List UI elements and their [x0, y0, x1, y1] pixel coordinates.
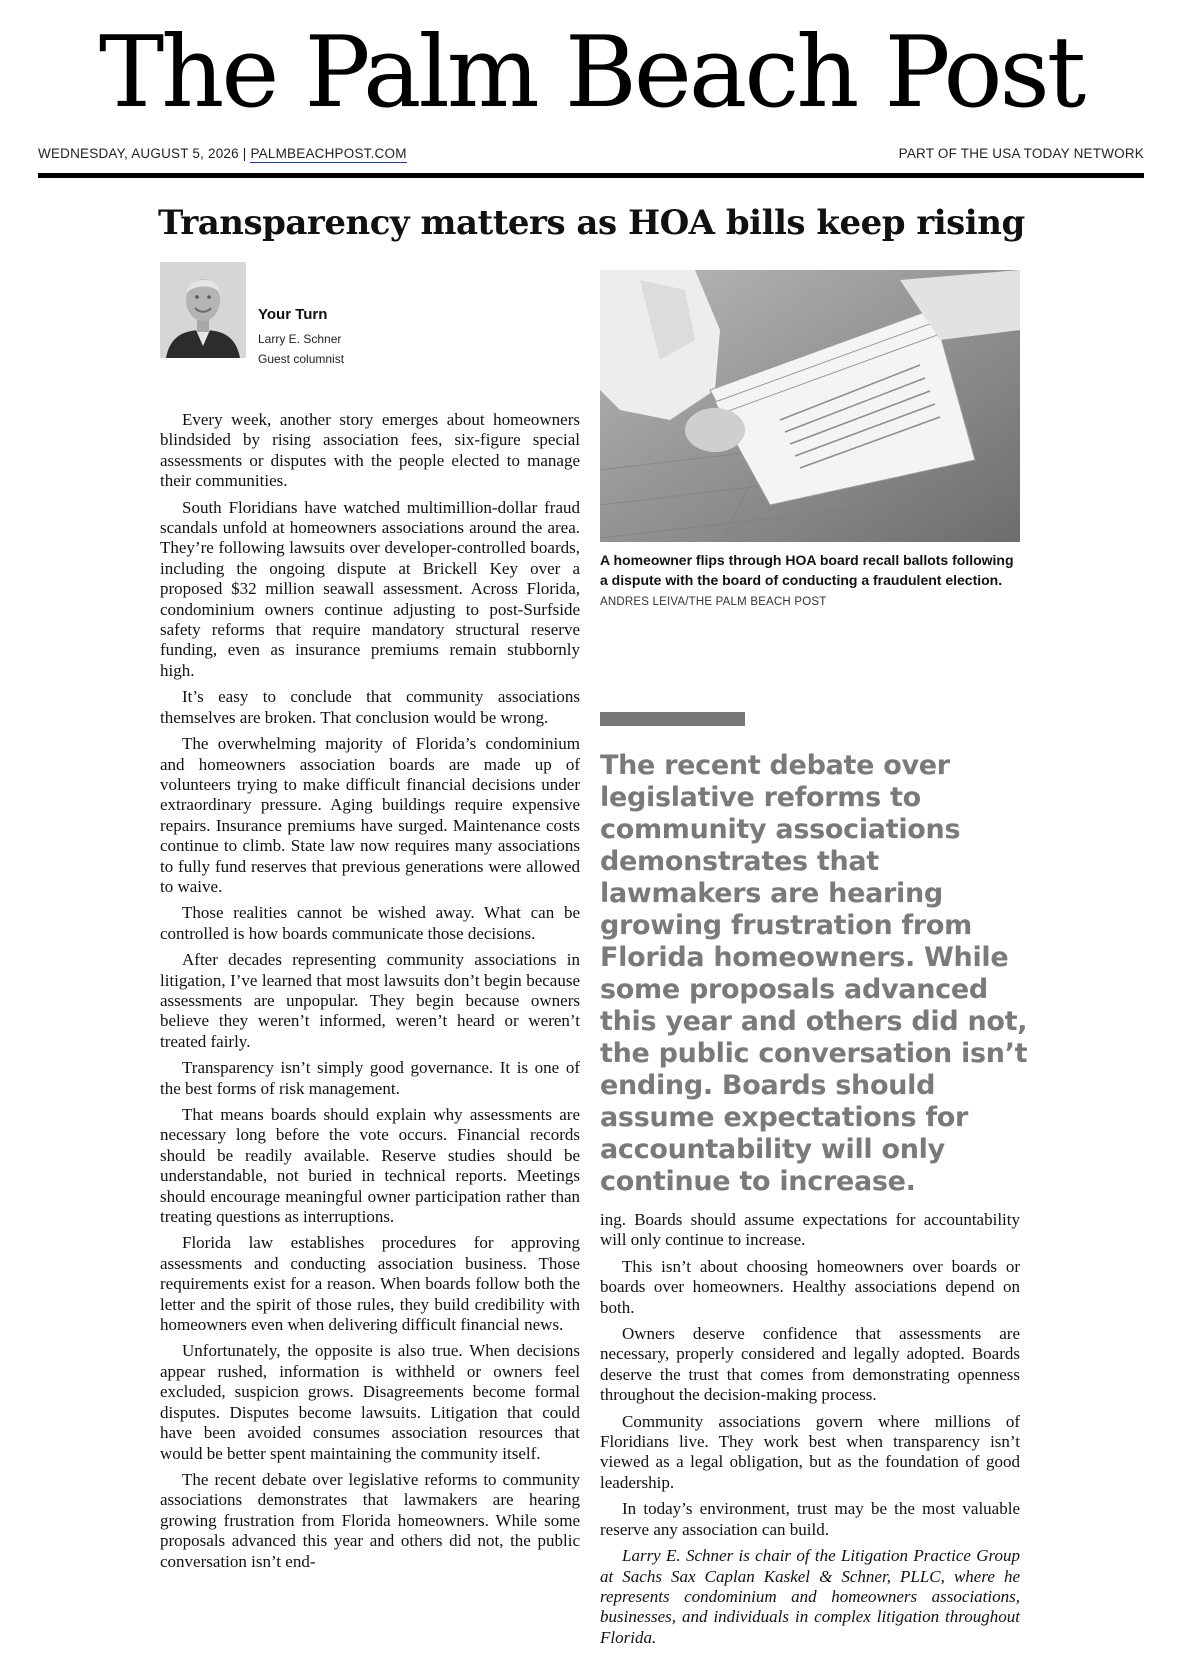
dateline-separator: |: [242, 146, 247, 161]
body-paragraph: South Floridians have watched multimillion-dollar fraud scandals unfold at homeowners associations around the area. They’re following lawsuits over developer-controlled boards, including the ongoing dispute at Brickell Key over a proposed $32 million seawall assessment. Across Florida, condominium owners continue adjusting to post-Surfside safety reforms that require mandatory structural reserve funding, even as insurance premiums remain stubbornly high.: [160, 497, 580, 680]
body-paragraph: Every week, another story emerges about homeowners blindsided by rising association fees, six-figure special assessments or disputes with the people elected to manage their communities.: [160, 410, 580, 491]
body-paragraph: Unfortunately, the opposite is also true. When decisions appear rushed, information is withheld or owners feel excluded, suspicion grows. Disagreements become formal disputes. Disputes become lawsuits. Litigation that could have been avoided consumes association resources that would be better spent maintaining the community itself.: [160, 1341, 580, 1463]
pull-quote: The recent debate over legislative reforms to community associations demonstrates that lawmakers are hearing growing frustration from Florida homeowners. While some proposals advanced this year and others did not, the public conversation isn’t ending. Boards should assume expectations for accountability will only continue to increase.: [600, 750, 1028, 1197]
author-name: Larry E. Schner: [258, 332, 342, 346]
body-paragraph: In today’s environment, trust may be the most valuable reserve any association can build.: [600, 1499, 1020, 1539]
body-paragraph: Owners deserve confidence that assessments are necessary, properly considered and legally adopted. Boards deserve the trust that comes from demonstrating openness throughout the decision-making process.: [600, 1324, 1020, 1405]
body-paragraph: The recent debate over legislative reforms to community associations demonstrates that lawmakers are hearing growing frustration from Florida homeowners. While some proposals advanced this year and others did not, the public conversation isn’t end-: [160, 1469, 580, 1571]
article-headline: Transparency matters as HOA bills keep rising: [158, 203, 1025, 243]
photo-caption: [600, 550, 1025, 612]
body-paragraph: That means boards should explain why assessments are necessary long before the vote occurs. Financial records should be readily available. Reserve studies should be understandable, not buried in technical reports. Meetings should encourage meaningful owner participation rather than treating questions as interruptions.: [160, 1105, 580, 1227]
body-paragraph: Florida law establishes procedures for approving assessments and conducting association business. Those requirements exist for a reason. When boards follow both the letter and the spirit of those rules, they build credibility with homeowners even when delivering difficult financial news.: [160, 1233, 580, 1335]
article-photo: [600, 270, 1020, 542]
body-paragraph: After decades representing community associations in litigation, I’ve learned that most lawsuits don’t begin because assessments are unpopular. They begin because owners believe they weren’t informed, weren’t heard or weren’t treated fairly.: [160, 950, 580, 1051]
body-paragraph: ing. Boards should assume expectations for accountability will only continue to increase.: [600, 1210, 1020, 1250]
article-column-left: [160, 410, 580, 1578]
network-label: PART OF THE USA TODAY NETWORK: [898, 146, 1144, 161]
author-role: Guest columnist: [258, 352, 345, 366]
byline: [258, 306, 344, 369]
column-tag: Your Turn: [258, 306, 328, 323]
masthead-rule: [38, 173, 1144, 178]
body-paragraph: Transparency isn’t simply good governance. It is one of the best forms of risk management.: [160, 1058, 580, 1098]
dateline: [38, 146, 407, 161]
body-paragraph: It’s easy to conclude that community associations themselves are broken. That conclusion would be wrong.: [160, 687, 580, 727]
body-paragraph: Those realities cannot be wished away. What can be controlled is how boards communicate those decisions.: [160, 903, 580, 943]
author-bio: Larry E. Schner is chair of the Litigation Practice Group at Sachs Sax Caplan Kaskel & Schner, PLLC, where he represents condominium and homeowners associations, businesses, and individuals in complex litigation throughout Florida.: [600, 1546, 1020, 1647]
site-link[interactable]: PALMBEACHPOST.COM: [250, 146, 407, 161]
photo-credit: ANDRES LEIVA/THE PALM BEACH POST: [600, 596, 827, 608]
issue-date: WEDNESDAY, AUGUST 5, 2026: [38, 146, 239, 161]
body-paragraph: The overwhelming majority of Florida’s condominium and homeowners association boards are made up of volunteers trying to make difficult financial decisions under extraordinary pressure. Aging buildings require expensive repairs. Insurance premiums have surged. Maintenance costs continue to climb. State law now requires many associations to fully fund reserves that previous generations were allowed to waive.: [160, 734, 580, 896]
body-paragraph: Community associations govern where millions of Floridians live. They work best when transparency isn’t viewed as a legal obligation, but as the foundation of good leadership.: [600, 1411, 1020, 1492]
body-paragraph: This isn’t about choosing homeowners over boards or boards over homeowners. Healthy associations depend on both.: [600, 1256, 1020, 1317]
pull-quote-bar: [600, 712, 745, 726]
caption-text: A homeowner flips through HOA board recall ballots following a dispute with the board of conducting a fraudulent election.: [600, 552, 1014, 588]
masthead-title: The Palm Beach Post: [98, 16, 1084, 130]
author-photo: [160, 262, 246, 358]
article-column-right: [600, 1210, 1020, 1654]
